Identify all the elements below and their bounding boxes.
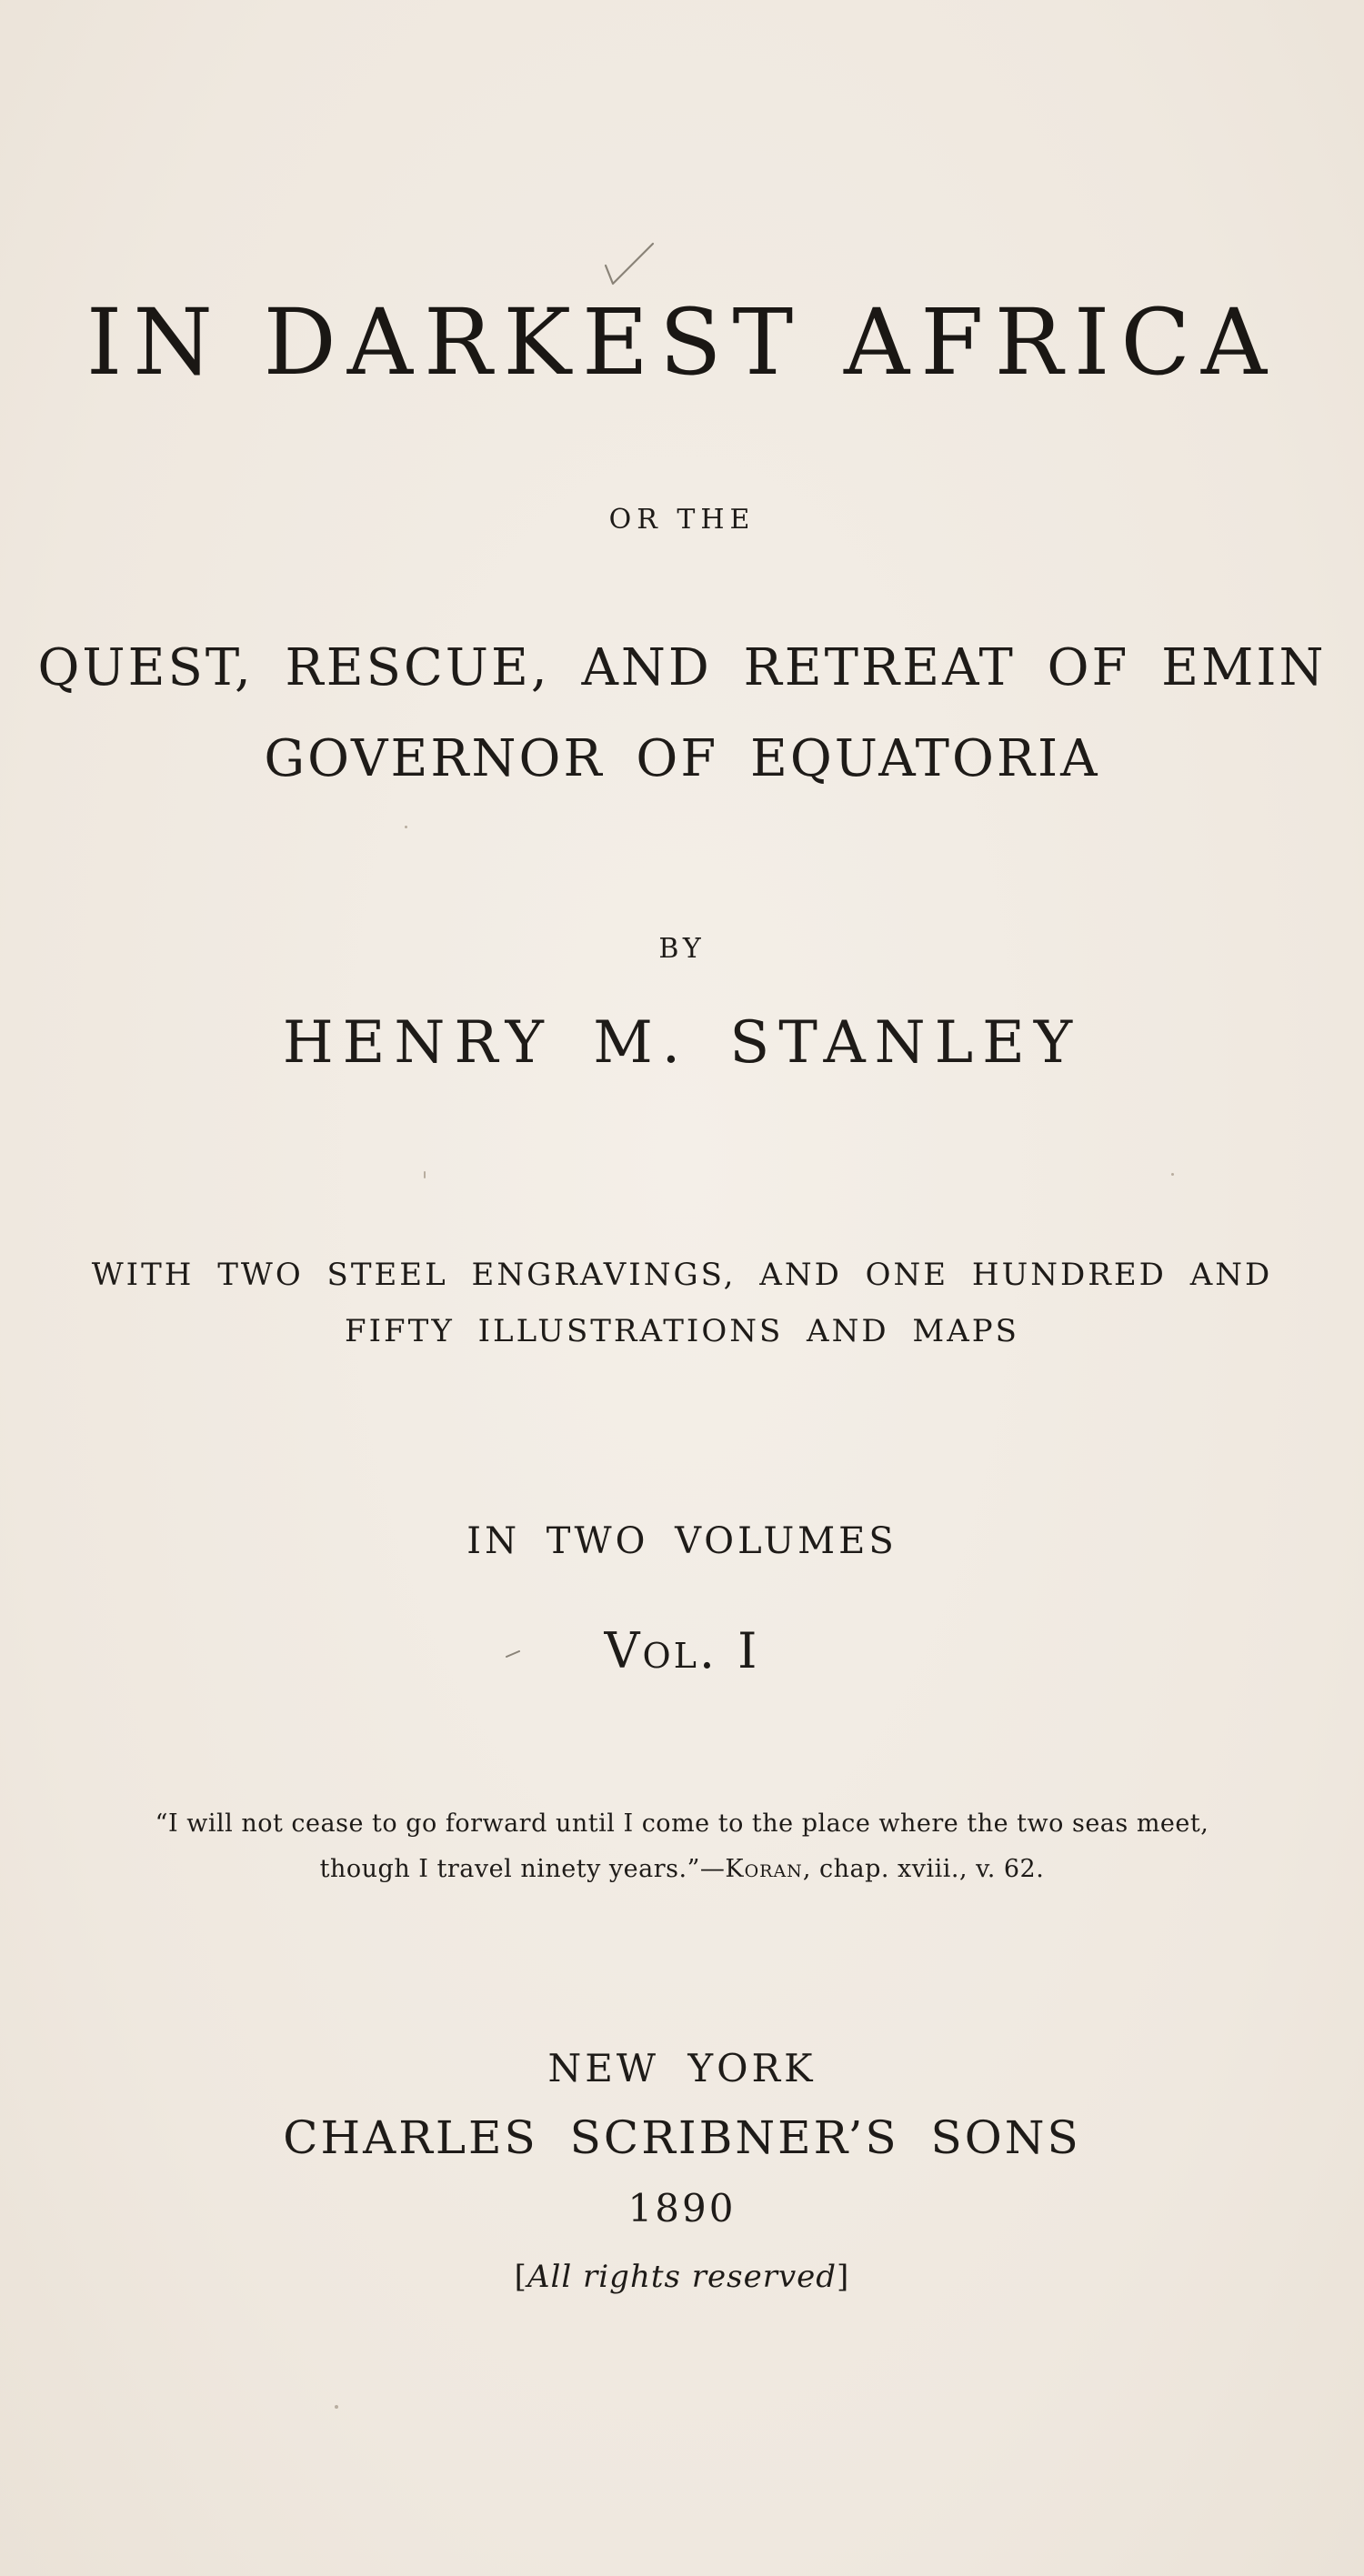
paper-speck [1171,1173,1174,1176]
pencil-check-icon [602,238,657,293]
paper-speck [335,2405,338,2409]
paper-speck [424,1171,426,1178]
imprint-year: 1890 [627,2186,737,2230]
by-label: BY [658,933,706,965]
illustrations-line-1: WITH TWO STEEL ENGRAVINGS, AND ONE HUNDRED AND [91,1257,1273,1293]
illustrations-line-2: FIFTY ILLUSTRATIONS AND MAPS [345,1313,1019,1349]
rights-bracket-close: ] [837,2259,850,2295]
book-title: IN DARKEST AFRICA [85,289,1279,396]
epigraph-line-1: “I will not cease to go forward until I come to the place where the two seas meet, [155,1809,1209,1838]
paper-speck [405,826,407,828]
epigraph-line-2 [0,1855,1364,1883]
epigraph-source: Koran [725,1855,803,1883]
epigraph-text: though I travel ninety years.”— [319,1855,726,1883]
subtitle-line-2: GOVERNOR OF EQUATORIA [264,729,1100,788]
rights-text: All rights reserved [527,2259,837,2295]
epigraph-reference: , chap. xviii., v. 62. [802,1855,1045,1883]
volume-number: I [737,1622,760,1679]
volume-designation [0,1622,1364,1679]
imprint-city: NEW YORK [547,2046,817,2090]
rights-bracket-open: [ [514,2259,527,2295]
or-the-connector: OR THE [608,504,756,536]
volume-label: Vol. [604,1622,718,1679]
rights-notice [0,2259,1364,2295]
author-name: HENRY M. STANLEY [282,1009,1082,1077]
volumes-statement: IN TWO VOLUMES [466,1520,898,1562]
imprint-publisher: CHARLES SCRIBNER’S SONS [283,2111,1081,2164]
subtitle-line-1: QUEST, RESCUE, AND RETREAT OF EMIN [37,638,1327,697]
